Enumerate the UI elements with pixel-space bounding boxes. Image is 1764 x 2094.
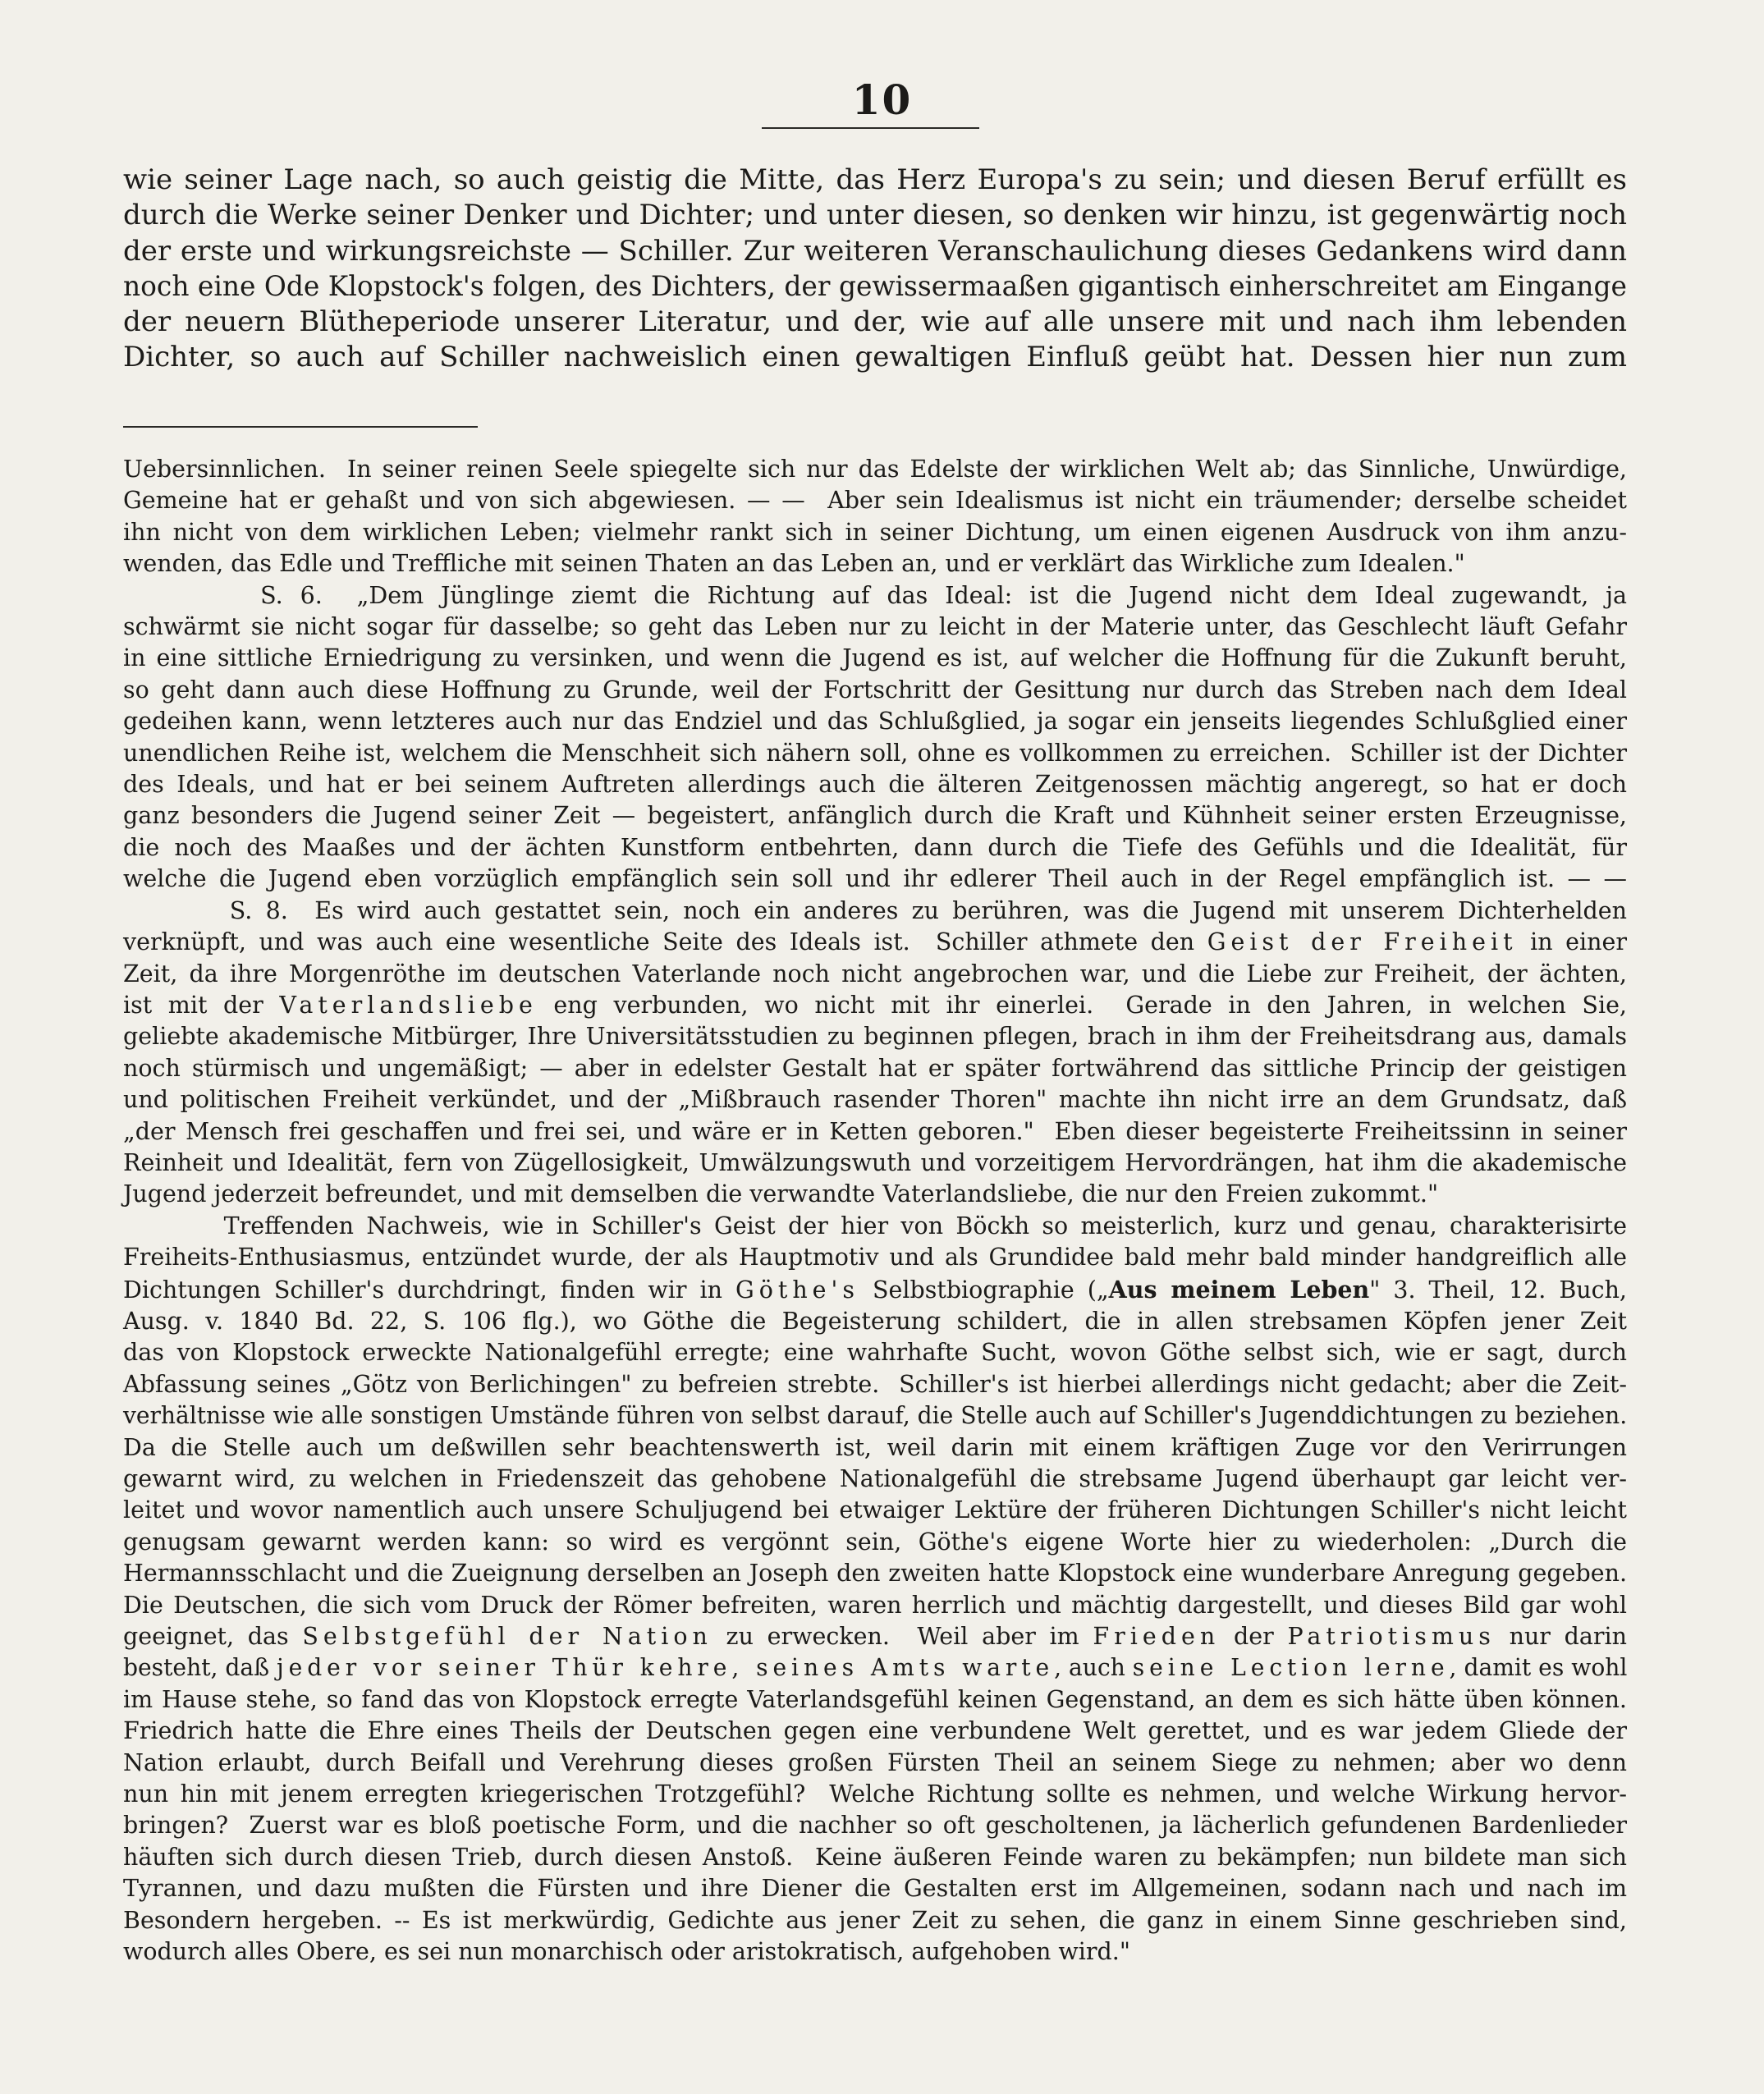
footnote-text: im Hause stehe, so fand das von Klopstock erregte Vaterlandsgefühl keinen Gegenstand, an dem es sich hätte üben können.	[123, 1685, 1627, 1713]
footnote-text: in einer	[1517, 928, 1627, 956]
header-rule	[762, 127, 979, 129]
footnote-line	[123, 706, 1627, 737]
footnote-text: verhältnisse wie alle sonstigen Umstände führen von selbst darauf, die Stelle auch auf Schiller's Jugenddichtungen zu beziehen.	[123, 1402, 1628, 1430]
footnote-line	[123, 1432, 1627, 1464]
footnote-line	[123, 1306, 1627, 1337]
emphasized-text: Aus meinem Leben	[1108, 1275, 1370, 1304]
footnote-text: Besondern hergeben. -- Es ist merkwürdig, Gedichte aus jener Zeit zu sehen, die ganz in einem Sinne geschrieben sind,	[123, 1906, 1627, 1934]
emphasized-text: seine Lection lerne	[1132, 1654, 1450, 1682]
footnote-line	[123, 1652, 1627, 1684]
footnote-line	[123, 1495, 1627, 1526]
page-number: 10	[851, 76, 913, 124]
footnote-line	[123, 1527, 1627, 1558]
emphasized-text: Vaterlandsliebe	[279, 991, 538, 1019]
footnote-text: ist mit der	[123, 991, 280, 1019]
footnote-text: Gemeine hat er gehaßt und von sich abgewiesen. — — Aber sein Idealismus ist nicht ein träumender; derselbe scheidet	[123, 487, 1627, 515]
footnote-line	[123, 1242, 1627, 1273]
footnote-text: Uebersinnlichen. In seiner reinen Seele spiegelte sich nur das Edelste der wirklichen Welt ab; das Sinnliche, Unwürdige,	[123, 456, 1627, 483]
footnote-text: Friedrich hatte die Ehre eines Theils der Deutschen gegen eine verbundene Welt gerettet, und es war jedem Gliede der	[123, 1717, 1627, 1745]
footnote-line	[123, 675, 1627, 706]
footnote-text: Nation erlaubt, durch Beifall und Verehrung dieses großen Fürsten Theil an seinem Siege zu nehmen; aber wo denn	[123, 1748, 1627, 1776]
footnote-line	[123, 1084, 1627, 1116]
main-text-line: der erste und wirkungsreichste — Schiller. Zur weiteren Veranschaulichung dieses Gedankens wird dann	[123, 234, 1627, 268]
footnote-text: wodurch alles Obere, es sei nun monarchisch oder aristokratisch, aufgehoben wird."	[123, 1938, 1130, 1966]
footnote-line	[123, 800, 1627, 832]
footnote-line	[123, 1274, 1627, 1306]
footnote-line	[123, 1779, 1627, 1810]
footnote-line	[123, 990, 1627, 1021]
footnote-text: zu erwecken. Weil aber im	[712, 1623, 1093, 1651]
footnote-text: Reinheit und Idealität, fern von Zügellosigkeit, Umwälzungswuth und vorzeitigem Hervordrängen, hat ihm die akademische	[123, 1148, 1627, 1176]
footnote-text: Dichtungen Schiller's durchdringt, finden wir in	[123, 1276, 735, 1304]
footnote-line	[123, 1748, 1627, 1779]
footnote-text: " 3. Theil, 12. Buch,	[1369, 1276, 1627, 1304]
footnote-text: S. 8. Es wird auch gestattet sein, noch ein anderes zu berühren, was die Jugend mit unserem Dichterhelden	[123, 896, 1627, 924]
footnote-line	[123, 548, 1627, 580]
footnote-text: geliebte akademische Mitbürger, Ihre Universitätsstudien zu beginnen pflegen, brach in ihm der Freiheitsdrang aus, damals	[123, 1023, 1627, 1051]
footnote-text: gewarnt wird, zu welchen in Friedenszeit das gehobene Nationalgefühl die strebsame Jugend überhaupt gar leicht ver-	[123, 1465, 1627, 1492]
emphasized-text: Frieden	[1093, 1623, 1221, 1651]
footnote-text: der	[1220, 1623, 1288, 1651]
footnote-text: Hermannsschlacht und die Zueignung derselben an Joseph den zweiten hatte Klopstock eine wunderbare Anregung gegeben.	[123, 1560, 1627, 1588]
footnote-text: geeignet, das	[123, 1623, 303, 1651]
footnote-text: „der Mensch frei geschaffen und frei sei, und wäre er in Ketten geboren." Eben dieser begeisterte Freiheitssinn in seiner	[123, 1117, 1627, 1145]
footnote-line	[123, 1905, 1627, 1936]
footnote-separator	[123, 426, 478, 428]
footnote-text: nun hin mit jenem erregten kriegerischen Trotzgefühl? Welche Richtung sollte es nehmen, und welche Wirkung hervor-	[123, 1780, 1627, 1808]
main-text-line: der neuern Blütheperiode unserer Literatur, und der, wie auf alle unsere mit und nach ihm lebenden	[123, 305, 1627, 339]
footnote-text: welche die Jugend eben vorzüglich empfänglich sein soll und ihr edlerer Theil auch in der Regel empfänglich ist. — —	[123, 865, 1627, 893]
footnote-line	[123, 1464, 1627, 1495]
emphasized-text: Göthe's	[735, 1276, 860, 1304]
emphasized-text: Selbstgefühl der Nation	[302, 1623, 712, 1651]
footnote-text: Die Deutschen, die sich vom Druck der Römer befreiten, waren herrlich und mächtig dargestellt, und dieses Bild gar wohl	[123, 1591, 1627, 1619]
footnote-line	[123, 1116, 1627, 1148]
footnote-text: Treffenden Nachweis, wie in Schiller's Geist der hier von Böckh so meisterlich, kurz und genau, charakterisirte	[123, 1212, 1627, 1239]
footnote-text: nur darin	[1495, 1623, 1627, 1651]
footnote-text: das von Klopstock erweckte Nationalgefühl erregte; eine wahrhafte Sucht, wovon Göthe selbst sich, wie er sagt, durch	[123, 1339, 1627, 1367]
footnote-line	[123, 1369, 1627, 1400]
footnote-line	[123, 580, 1627, 612]
main-text-line: durch die Werke seiner Denker und Dichter; und unter diesen, so denken wir hinzu, ist gegenwärtig noch	[123, 199, 1627, 232]
footnote-text: verknüpft, und was auch eine wesentliche Seite des Ideals ist. Schiller athmete den	[123, 928, 1207, 956]
footnote-text: Jugend jederzeit befreundet, und mit demselben die verwandte Vaterlandsliebe, die nur den Freien zukommt."	[123, 1180, 1439, 1208]
footnote-line	[123, 1400, 1627, 1432]
footnote-text: S. 6. „Dem Jünglinge ziemt die Richtung auf das Ideal: ist die Jugend nicht dem Ideal zugewandt, ja	[123, 581, 1627, 609]
footnote-line	[123, 1716, 1627, 1747]
footnote-text: Abfassung seines „Götz von Berlichingen" zu befreien strebte. Schiller's ist hierbei allerdings nicht gedacht; aber die Zeit-	[123, 1370, 1627, 1398]
footnote-text: , auch	[1054, 1654, 1133, 1682]
footnote-text: ganz besonders die Jugend seiner Zeit — begeistert, anfänglich durch die Kraft und Kühnheit seiner ersten Erzeugnisse,	[123, 802, 1627, 830]
footnote-text: Zeit, da ihre Morgenröthe im deutschen Vaterlande noch nicht angebrochen war, und die Liebe zur Freiheit, der ächten,	[123, 960, 1627, 987]
footnote-line	[123, 454, 1627, 485]
footnote-line	[123, 1590, 1627, 1621]
footnote-line	[123, 832, 1627, 864]
footnote-text: so geht dann auch diese Hoffnung zu Grunde, weil der Fortschritt der Gesittung nur durch das Streben nach dem Ideal	[123, 676, 1627, 703]
emphasized-text: Patriotismus	[1287, 1623, 1496, 1651]
footnote-text: gedeihen kann, wenn letzteres auch nur das Endziel und das Schlußglied, ja sogar ein jenseits liegendes Schlußglied einer	[123, 708, 1627, 735]
footnote-text: ihn nicht von dem wirklichen Leben; vielmehr rankt sich in seiner Dichtung, um einen eigenen Ausdruck von ihm anzu-	[123, 518, 1627, 546]
footnote-text: Freiheits-Enthusiasmus, entzündet wurde, der als Hauptmotiv und als Grundidee bald mehr bald minder handgreiflich alle	[123, 1244, 1627, 1272]
footnote-line	[123, 1021, 1627, 1052]
footnote-line	[123, 643, 1627, 674]
footnote-text: in eine sittliche Erniedrigung zu versinken, und wenn die Jugend es ist, auf welcher die Hoffnung für die Zukunft beruht,	[123, 644, 1627, 672]
footnote-line	[123, 1684, 1627, 1716]
footnote-text: schwärmt sie nicht sogar für dasselbe; so geht das Leben nur zu leicht in der Materie unter, das Geschlecht läuft Gefahr	[123, 613, 1627, 641]
footnote-line	[123, 927, 1627, 958]
footnote-text: eng verbunden, wo nicht mit ihr einerlei. Gerade in den Jahren, in welchen Sie,	[537, 991, 1627, 1019]
main-text-line: noch eine Ode Klopstock's folgen, des Dichters, der gewissermaaßen gigantisch einherschreitet am Eingange	[123, 269, 1627, 303]
footnote-line	[123, 896, 1627, 927]
footnote-text: Tyrannen, und dazu mußten die Fürsten und ihre Diener die Gestalten erst im Allgemeinen, sodann nach und nach im	[123, 1875, 1627, 1903]
footnote-text: , damit es wohl	[1449, 1654, 1628, 1682]
footnote-line	[123, 769, 1627, 800]
footnote-line	[123, 959, 1627, 990]
footnote-text: Ausg. v. 1840 Bd. 22, S. 106 flg.), wo Göthe die Begeisterung schildert, die in allen strebsamen Köpfen jener Zeit	[123, 1307, 1627, 1335]
footnote-line	[123, 1337, 1627, 1368]
footnote-line	[123, 738, 1627, 769]
footnote-text: noch stürmisch und ungemäßigt; — aber in edelster Gestalt hat er später fortwährend das sittliche Princip der geistigen	[123, 1054, 1627, 1082]
footnote-text: bringen? Zuerst war es bloß poetische Form, und die nachher so oft gescholtenen, ja lächerlich gefundenen Bardenlieder	[123, 1812, 1627, 1840]
footnote-text: häuften sich durch diesen Trieb, durch diesen Anstoß. Keine äußeren Feinde waren zu bekämpfen; nun bildete man sich	[123, 1843, 1627, 1871]
footnote-line	[123, 1053, 1627, 1084]
footnote-text: besteht, daß	[123, 1654, 277, 1682]
footnote-line	[123, 517, 1627, 548]
footnote-line	[123, 1936, 1627, 1968]
footnotes	[123, 454, 1627, 1968]
footnote-line	[123, 1148, 1627, 1179]
footnote-text: Selbstbiographie („	[859, 1276, 1109, 1304]
footnote-text: wenden, das Edle und Treffliche mit seinen Thaten an das Leben an, und er verklärt das Wirkliche zum Idealen."	[123, 550, 1465, 578]
emphasized-text: Geist der Freiheit	[1207, 928, 1518, 956]
footnote-text: leitet und wovor namentlich auch unsere Schuljugend bei etwaiger Lektüre der früheren Dichtungen Schiller's nicht leicht	[123, 1496, 1627, 1524]
footnote-line	[123, 1873, 1627, 1904]
footnote-text: unendlichen Reihe ist, welchem die Menschheit sich nähern soll, ohne es vollkommen zu erreichen. Schiller ist der Dichter	[123, 739, 1627, 767]
footnote-text: die noch des Maaßes und der ächten Kunstform entbehrten, dann durch die Tiefe des Gefühls und die Idealität, für	[123, 833, 1627, 861]
footnote-text: Da die Stelle auch um deßwillen sehr beachtenswerth ist, weil darin mit einem kräftigen Zuge vor den Verirrungen	[123, 1433, 1627, 1461]
footnote-line	[123, 1842, 1627, 1873]
footnote-line	[123, 1558, 1627, 1589]
footnote-line	[123, 1621, 1627, 1652]
footnote-text: genugsam gewarnt werden kann: so wird es vergönnt sein, Göthe's eigene Worte hier zu wiederholen: „Durch die	[123, 1528, 1627, 1556]
footnote-line	[123, 1179, 1627, 1210]
emphasized-text: jeder vor seiner Thür kehre, seines Amts warte	[276, 1654, 1055, 1682]
footnote-line	[123, 864, 1627, 895]
main-text-line: wie seiner Lage nach, so auch geistig die Mitte, das Herz Europa's zu sein; und diesen Beruf erfüllt es	[123, 163, 1627, 196]
footnote-text: des Ideals, und hat er bei seinem Auftreten allerdings auch die älteren Zeitgenossen mächtig angeregt, so hat er doch	[123, 771, 1627, 799]
footnote-line	[123, 485, 1627, 516]
footnote-text: und politischen Freiheit verkündet, und der „Mißbrauch rasender Thoren" machte ihn nicht irre an dem Grundsatz, daß	[123, 1086, 1627, 1114]
main-text	[123, 163, 1627, 376]
footnote-line	[123, 612, 1627, 643]
main-text-line: Dichter, so auch auf Schiller nachweislich einen gewaltigen Einfluß geübt hat. Dessen hier nun zum	[123, 341, 1627, 374]
footnote-line	[123, 1810, 1627, 1841]
footnote-line	[123, 1211, 1627, 1242]
